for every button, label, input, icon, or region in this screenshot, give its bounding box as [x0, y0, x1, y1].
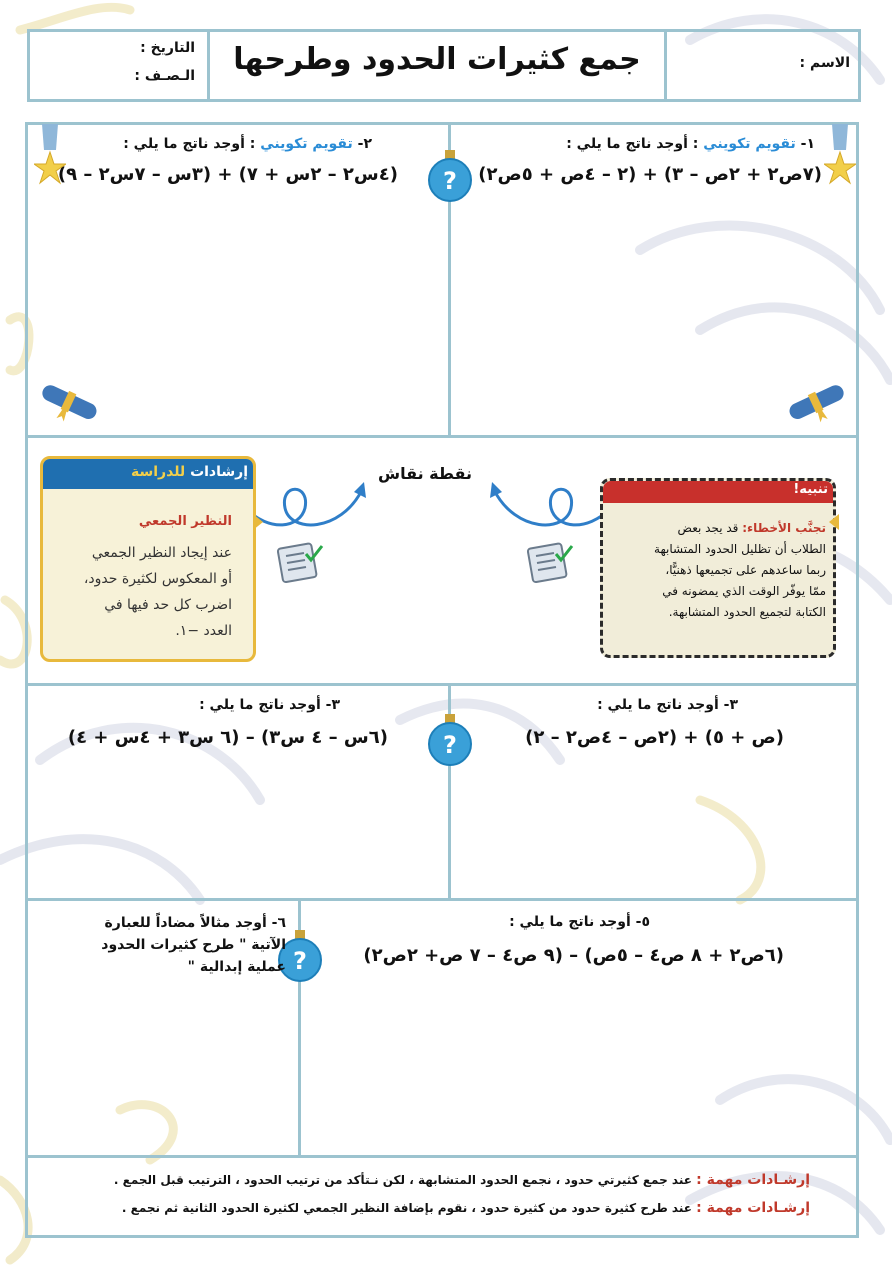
- warning-text: الكتابة لتجميع الحدود المتشابهة.: [668, 605, 826, 619]
- svg-text:?: ?: [293, 947, 307, 975]
- study-text: اضرب كل حد فيها في: [104, 597, 232, 613]
- q3b-expression: (٦س – ٤ س٣) – (٦ س٣ + ٤س + ٤): [67, 727, 388, 748]
- date-label: التاريخ :: [140, 40, 195, 56]
- warning-text: الطلاب أن تظليل الحدود المتشابهة: [654, 542, 826, 556]
- worksheet-frame: [25, 122, 859, 1238]
- question-bulb-icon: [427, 714, 473, 766]
- divider-h-2: [25, 683, 859, 686]
- scroll-diploma-icon: [784, 380, 850, 426]
- warning-text: قد يجد بعض: [677, 521, 739, 535]
- q1-prefix: ١-: [800, 136, 815, 152]
- divider-h-1: [25, 435, 859, 438]
- q2-instruction: [60, 136, 372, 152]
- scroll-diploma-icon: [36, 380, 102, 426]
- q1-expression: (٧ص٢ + ٢ص – ٣) + (٢ – ٤ص + ٥ص٢): [478, 164, 822, 185]
- page-title: جمع كثيرات الحدود وطرحها: [233, 42, 641, 77]
- warning-card-header-text: تنبيه!: [793, 482, 828, 497]
- q2-tag: تقويم تكويني: [260, 136, 353, 152]
- tip-row-1: [40, 1172, 810, 1188]
- svg-text:?: ?: [443, 167, 457, 195]
- study-text: أو المعكوس لكثيرة حدود،: [83, 571, 232, 587]
- q5-expression: (٦ص٢ + ٨ ص٤ – ٥ص) – (٩ ص٤ – ٧ ص+ ٢ص٢): [363, 945, 784, 966]
- warning-line-1: [612, 518, 826, 539]
- study-card-subtitle: النظير الجمعي: [138, 514, 232, 529]
- warning-text: ممّا يوفّر الوقت الذي يمضونه في: [662, 584, 826, 598]
- q5-instruction: ٥- أوجد ناتج ما يلي :: [509, 914, 650, 930]
- q6-line: عملية إبدالية ": [187, 959, 286, 975]
- study-text: عند إيجاد النظير الجمعي: [91, 545, 232, 561]
- discussion-title: نقطة نقاش: [378, 464, 472, 483]
- study-card-header-a: إرشادات: [190, 464, 248, 480]
- q3a-instruction: ٣- أوجد ناتج ما يلي :: [597, 697, 738, 713]
- tip-text: عند جمع كثيرتي حدود ، نجمع الحدود المتشابهة ، لكن نـتأكد من ترتيب الحدود ، الترتيب قبل الجمع .: [113, 1173, 692, 1187]
- tip-label: إرشـادات مهمة :: [696, 1172, 810, 1188]
- checklist-icon: [526, 540, 576, 584]
- study-card-header-text: [60, 464, 248, 480]
- tip-row-2: [40, 1200, 810, 1216]
- q1-instruction: [460, 136, 815, 152]
- checklist-icon: [276, 540, 326, 584]
- tip-label: إرشـادات مهمة :: [696, 1200, 810, 1216]
- pointer-triangle-icon: [253, 514, 263, 530]
- warning-text: ربما ساعدهم على تجميعها ذهنيًّا،: [665, 563, 826, 577]
- q3b-instruction: ٣- أوجد ناتج ما يلي :: [199, 697, 340, 713]
- medal-star-icon: [34, 124, 66, 186]
- q6-text: [42, 912, 286, 978]
- q3a-expression: (ص + ٥) + (٢ص – ٤ص٢ – ٢): [525, 727, 784, 748]
- divider-h-4: [25, 1155, 859, 1158]
- q6-line: ٦- أوجد مثالاً مضاداً للعبارة: [104, 915, 286, 931]
- class-label: الـصـف :: [134, 68, 195, 84]
- warning-card-title: تجنَّب الأخطاء:: [742, 521, 826, 535]
- pointer-triangle-icon: [829, 514, 839, 530]
- warning-card-body: [612, 518, 826, 623]
- question-bulb-icon: [427, 150, 473, 202]
- name-label: الاسم :: [799, 55, 850, 71]
- q1-text: : أوجد ناتج ما يلي :: [566, 136, 699, 152]
- loop-arrow-icon: [486, 478, 616, 538]
- tip-text: عند طرح كثيرة حدود من كثيرة حدود ، نقوم بإضافة النظير الجمعي لكثيرة الحدود الثانية ثم نجمع .: [121, 1201, 692, 1215]
- q2-text: : أوجد ناتج ما يلي :: [123, 136, 256, 152]
- medal-star-icon: [824, 124, 856, 186]
- q2-prefix: ٢-: [357, 136, 372, 152]
- study-card-body: [54, 540, 232, 644]
- svg-text:?: ?: [443, 731, 457, 759]
- q6-line: الآتية " طرح كثيرات الحدود: [101, 937, 286, 953]
- study-card-header-b: للدراسة: [131, 464, 186, 480]
- study-text: العدد −١.: [175, 623, 232, 639]
- q1-tag: تقويم تكويني: [703, 136, 796, 152]
- divider-h-3: [25, 898, 859, 901]
- q2-expression: (٤س٢ – ٢س + ٧) + (٣س – ٧س٢ – ٩): [57, 164, 398, 185]
- header-divider-right: [664, 29, 667, 102]
